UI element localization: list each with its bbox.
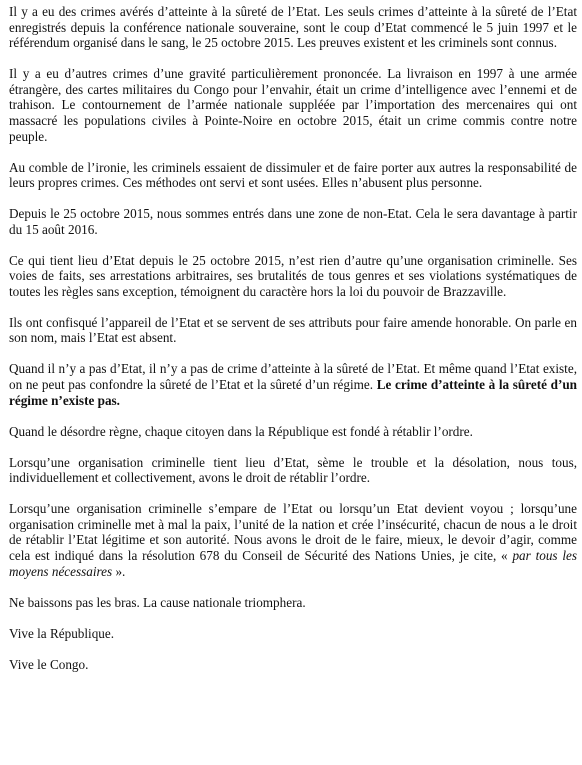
paragraph-7-bold-text: Le crime d’atteinte à la sûreté d’un régime n’existe pas. (9, 377, 578, 408)
paragraph-1: Il y a eu des crimes avérés d’atteinte à la sûreté de l’Etat. Les seuls crimes d’atteinte à la sûreté de l’Etat enregistrés depuis la conférence nationale souveraine, sont le coup d’Etat commencé le 5 juin 1997 et le référendum organisé dans le sang, le 25 octobre 2015. Les preuves existent et les criminels sont connus. (9, 4, 577, 51)
paragraph-10-italic-quote: par tous les moyens nécessaires (9, 547, 578, 579)
paragraph-3: Au comble de l’ironie, les criminels essaient de dissimuler et de faire porter aux autres la responsabilité de leurs propres crimes. Ces méthodes ont servi et sont usées. Elles n’abusent plus personne. (9, 159, 577, 191)
paragraph-12: Vive la République. (9, 625, 115, 641)
paragraph-10 (9, 501, 577, 579)
paragraph-6: Ils ont confisqué l’appareil de l’Etat et se servent de ses attributs pour faire amende honorable. On parle en son nom, mais l’Etat est absent. (9, 314, 577, 346)
paragraph-8: Quand le désordre règne, chaque citoyen dans la République est fondé à rétablir l’ordre. (9, 423, 473, 439)
paragraph-5: Ce qui tient lieu d’Etat depuis le 25 octobre 2015, n’est rien d’autre qu’une organisation criminelle. Ses voies de faits, ses arrestations arbitraires, ses brutalités de tous genres et ses violations systématiques de toutes les règles sans exception, témoignent du caractère hors la loi du pouvoir de Brazzaville. (9, 252, 577, 299)
paragraph-11: Ne baissons pas les bras. La cause nationale triomphera. (9, 594, 306, 610)
paragraph-7-text: Quand il n’y a pas d’Etat, il n’y a pas de crime d’atteinte à la sûreté de l’Etat. Et même quand l’Etat existe, on ne peut pas confondre la sûreté de l’Etat et la sûreté d’un régime. (9, 361, 577, 393)
paragraph-2: Il y a eu d’autres crimes d’une gravité particulièrement prononcée. La livraison en 1997 à une armée étrangère, des cartes militaires du Congo pour l’envahir, était un crime d’intelligence avec l’ennemi et de trahison. Le contournement de l’armée nationale suppléée par l’importation des mercenaires qui ont massacré les populations civiles à Pointe-Noire en octobre 2015, était un crime commis contre notre peuple. (9, 66, 577, 144)
paragraph-9: Lorsqu’une organisation criminelle tient lieu d’Etat, sème le trouble et la désolation, nous tous, individuellement et collectivement, avons le droit de rétablir l’ordre. (9, 454, 577, 486)
paragraph-4: Depuis le 25 octobre 2015, nous sommes entrés dans une zone de non-Etat. Cela le sera davantage à partir du 15 août 2016. (9, 206, 577, 237)
paragraph-13: Vive le Congo. (9, 656, 89, 672)
paragraph-10-end: ». (112, 563, 126, 579)
paragraph-10-text: Lorsqu’une organisation criminelle s’empare de l’Etat ou lorsqu’un Etat devient voyou ; lorsqu’une organisation criminelle met à mal la paix, l’unité de la nation et crée l’insécurité, chacun de nous a le droit de rétablir l’Etat légitime et son autorité. Nous avons le droit de le faire, mieux, le devoir d’agir, comme cela est indiqué dans la résolution 678 du Conseil de Sécurité des Nations Unies, je cite, « (9, 501, 577, 563)
paragraph-7 (9, 361, 577, 408)
